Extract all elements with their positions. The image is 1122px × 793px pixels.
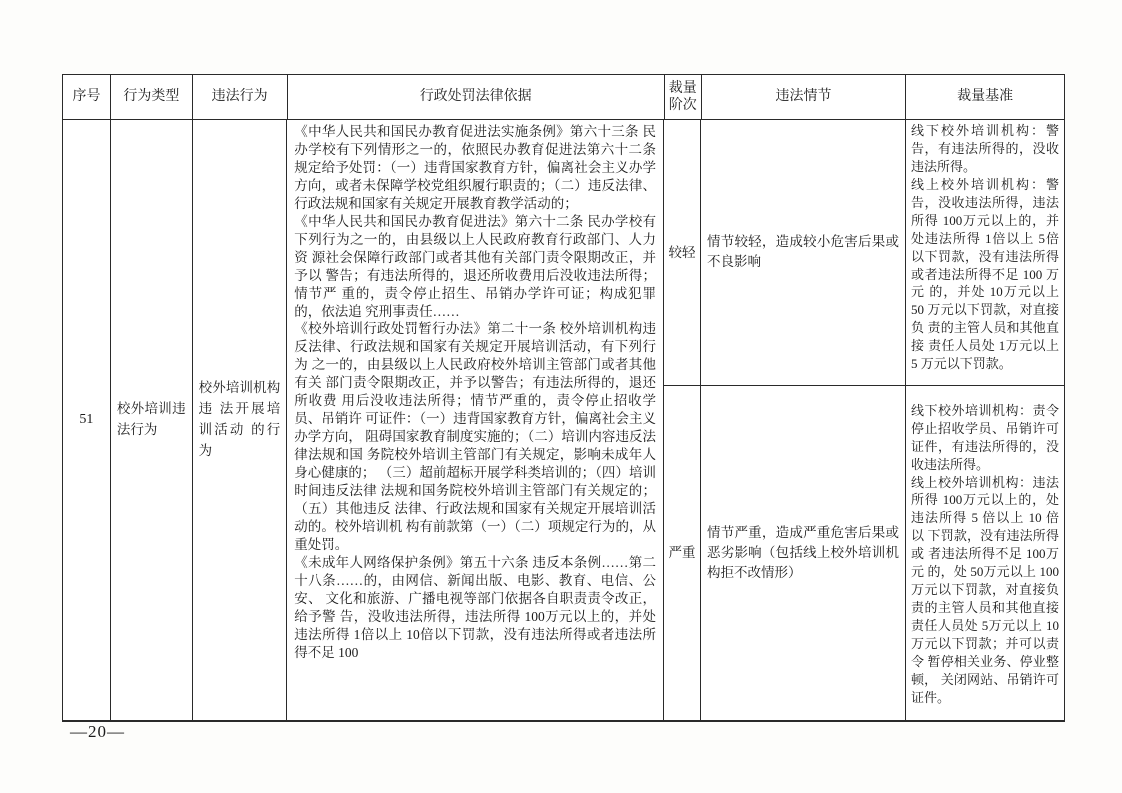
cell-benchmark-minor (906, 120, 1064, 385)
cell-illegal-behavior (193, 120, 288, 720)
sub-row-severe (664, 386, 1064, 720)
col-header-behavior-type: 行为类型 (111, 75, 193, 119)
legal-basis-paragraph: 《中华人民共和国民办教育促进法实施条例》第六十三条 民办学校有下列情形之一的，依照民办教育促进法第六十二条 规定给予处罚：（一）违背国家教育方针，偏离社会主义办学 方向，或者未保障学校党组织履行职责的；（二）违反法律、 行政法规和国家有关规定开展教育教学活动的； (294, 124, 656, 211)
benchmark-paragraph: 线上校外培训机构：警告，没收违法所得，违法所得 100万元以上的，并处违法所得 1倍以上 5倍以下罚款，没有违法所得或者违法所得不足 100 万元 的，并处 10万元以上 50 万元以下罚款，对直接负 责的主管人员和其他直接 责任人员处 1万元以上 5 万元以下罚款。 (910, 176, 1059, 372)
cell-legal-basis (287, 120, 664, 720)
table-header-row (63, 75, 1064, 120)
col-header-discretion-level: 裁量阶次 (665, 75, 702, 119)
legal-basis-paragraph: 《中华人民共和国民办教育促进法》第六十二条 民办学校有 下列行为之一的，由县级以上人民政府教育行政部门、人力资 源社会保障行政部门或者其他有关部门责令限期改正，并予以 警告；有违法所得的，退还所收费用后没收违法所得；情节严 重的，责令停止招生、吊销办学许可证；构成犯罪的，依法追 究刑事责任…… (294, 213, 656, 319)
behavior-type-text: 校外培训违 法行为 (116, 401, 186, 437)
col-header-legal-basis: 行政处罚法律依据 (288, 75, 665, 119)
table-row (63, 120, 1064, 720)
col-header-serial: 序号 (63, 75, 111, 119)
cell-behavior-type (111, 120, 193, 720)
col-header-circumstances: 违法情节 (702, 75, 907, 119)
circumstances-minor-text: 情节较轻，造成较小危害后果或不良影响 (706, 234, 899, 270)
penalty-discretion-table (62, 74, 1065, 722)
cell-circumstances-severe (701, 386, 906, 720)
benchmark-paragraph: 线下校外培训机构：警告，有违法所得的，没收违法所得。 (910, 123, 1059, 174)
benchmark-paragraph: 线下校外培训机构：责令停止招收学员、吊销许可证件，有违法所得的，没收违法所得。 (910, 402, 1059, 472)
cell-level-minor: 较轻 (664, 120, 701, 385)
sub-row-minor (664, 120, 1064, 386)
cell-benchmark-severe (906, 386, 1064, 720)
page-number: —20— (70, 722, 125, 741)
cell-circumstances-minor (701, 120, 906, 385)
circumstances-severe-text: 情节严重，造成严重危害后果或恶劣影响（包括线上校外培训机构拒不改情形） (706, 524, 899, 581)
discretion-sub-rows (664, 120, 1064, 720)
col-header-illegal-act: 违法行为 (193, 75, 288, 119)
cell-level-severe: 严重 (664, 386, 701, 720)
benchmark-paragraph: 线上校外培训机构：违法所得 100万元以上的，处违法所得 5 倍以上 10 倍以 下罚款，没有违法所得或 者违法所得不足 100万元 的，处 50万元以上 100 万元以下罚款，对直接负 责的主管人员和其他直接 责任人员处 5万元以上 10 万元以下罚款；并可以责令 暂停相关业务、停业整顿， 关闭网站、吊销许可证件。 (910, 474, 1059, 705)
col-header-benchmark: 裁量基准 (957, 89, 1014, 105)
illegal-behavior-text: 校外培训机构违 法开展培训活动 的行为 (198, 380, 281, 458)
legal-basis-paragraph: 《未成年人网络保护条例》第五十六条 违反本条例……第二 十八条……的，由网信、新闻出版、电影、教育、电信、公安、 文化和旅游、广播电视等部门依据各自职责责令改正，给予警 告，没收违法所得，违法所得 100万元以上的，并处违法所得 1倍以上 10倍以下罚款，没有违法所得或者违法所得不足 100 (294, 554, 656, 660)
legal-basis-paragraph: 《校外培训行政处罚暂行办法》第二十一条 校外培训机构违 反法律、行政法规和国家有关规定开展培训活动，有下列行为 之一的，由县级以上人民政府校外培训主管部门或者其他有关 部门责令限期改正，并予以警告；有违法所得的，退还所收费 用后没收违法所得；情节严重的，责令停止招收学员、吊销许 可证件：（一）违背国家教育方针，偏离社会主义办学方向， 阻碍国家教育制度实施的；（二）培训内容违反法律法规和国 务院校外培训主管部门有关规定，影响未成年人身心健康的； （三）超前超标开展学科类培训的；（四）培训时间违反法律 法规和国务院校外培训主管部门有关规定的；（五）其他违反 法律、行政法规和国家有关规定开展培训活动的。校外培训机 构有前款第（一）（二）项规定行为的，从重处罚。 (294, 321, 656, 552)
cell-serial-number: 51 (63, 120, 111, 720)
